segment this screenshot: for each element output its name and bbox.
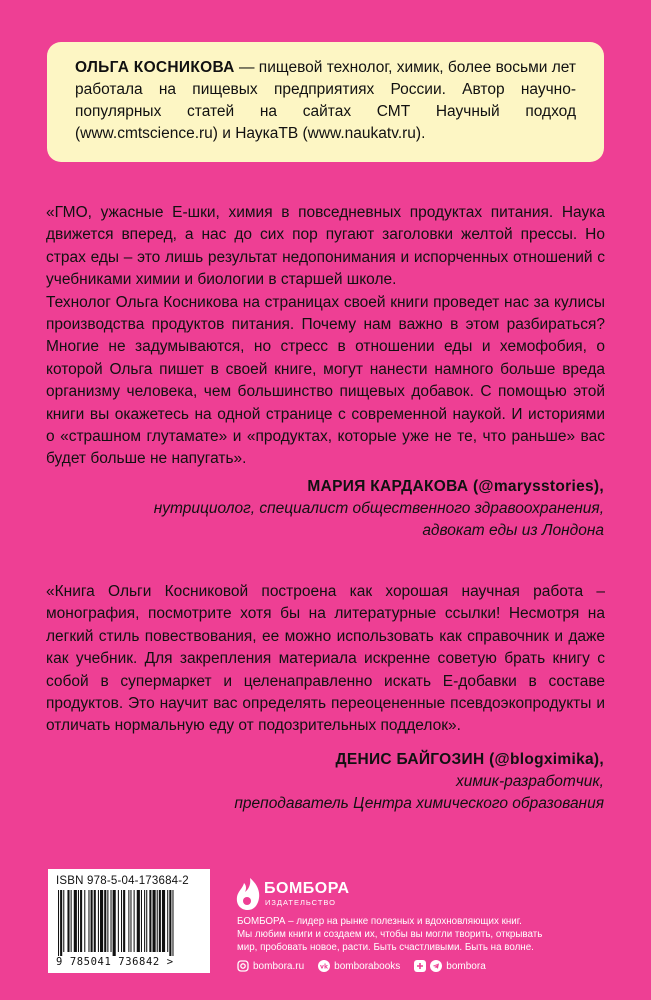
social-telegram-label: bombora <box>446 960 486 972</box>
review-attribution-1 <box>154 476 604 542</box>
review-quote-2 <box>46 581 605 738</box>
bombora-logo-icon <box>235 876 261 910</box>
barcode-digits: 9 785041 736842 > <box>56 956 174 968</box>
quote1-paragraph-2: Технолог Ольга Косникова на страницах своей книги проведет нас за кулисы производства продуктов питания. Почему нам важно в этом разбираться? Многие не задумываются, но стресс в отношении еды и хемофобия, о которой Ольга пишет в своей книге, могут нанести намного больше вреда организму человека, чем большинство пищевых добавок. С помощью этой книги вы окажетесь на одной странице с современной наукой. И историями о «страшном глутамате» и «продуктах, которые уже не те, что раньше» вас будет больше не напугать». <box>46 293 605 468</box>
barcode-image <box>56 890 202 956</box>
social-website-label: bombora.ru <box>253 960 305 972</box>
telegram-icon <box>430 960 442 972</box>
reviewer-role-2b: преподаватель Центра химического образования <box>234 795 604 812</box>
publisher-logo-subtitle: ИЗДАТЕЛЬСТВО <box>265 898 337 907</box>
barcode-box <box>48 869 210 973</box>
social-website[interactable] <box>237 960 304 972</box>
svg-text:vk: vk <box>320 963 329 971</box>
publisher-line-1: БОМБОРА – лидер на рынке полезных и вдохновляющих книг. <box>237 916 522 927</box>
reviewer-role-1b: адвокат еды из Лондона <box>422 522 604 539</box>
author-bio-box <box>47 42 604 162</box>
quote1-paragraph-1: «ГМО, ужасные Е-шки, химия в повседневных продуктах питания. Наука движется вперед, а нас до сих пор пугают заголовки желтой прессы. Но страх еды – это лишь результат недопонимания и испорченных отношений с учебниками химии и биологии в старшей школе. <box>46 204 605 289</box>
author-name: ОЛЬГА КОСНИКОВА <box>75 59 235 76</box>
author-bio: — пищевой технолог, химик, более восьми лет работала на пищевых предприятиях России. Автор научно-популярных статей на сайтах СМТ Научный подход (www.cmtscience.ru) и НаукаТВ (www.naukatv.ru). <box>75 59 576 142</box>
plus-icon <box>414 960 426 972</box>
vk-icon <box>318 960 330 972</box>
publisher-line-3: мир, пробовать новое, расти. Быть счастливыми. Быть на волне. <box>237 942 534 953</box>
social-links <box>237 960 486 972</box>
reviewer-role-2a: химик-разработчик, <box>456 773 604 790</box>
isbn-label: ISBN 978-5-04-173684-2 <box>56 875 189 887</box>
publisher-description <box>237 915 617 954</box>
social-telegram[interactable] <box>414 960 485 972</box>
review-attribution-2 <box>234 749 604 815</box>
review-quote-1 <box>46 202 605 471</box>
quote2-text: «Книга Ольги Косниковой построена как хорошая научная работа – монография, посмотрите хотя бы на литературные ссылки! Несмотря на легкий стиль повествования, ее можно использовать как справочник и даже как учебник. Для закрепления материала искренне советую брать книгу с собой в супермаркет и целенаправленно искать Е-добавки в составе продуктов. Это научит вас определять переоцененные псевдоэкопродукты и отличать нормальную еду от подозрительных подделок». <box>46 583 605 735</box>
reviewer-name-1: МАРИЯ КАРДАКОВА (@marysstories), <box>307 478 604 495</box>
reviewer-name-2: ДЕНИС БАЙГОЗИН (@blogximika), <box>335 751 604 768</box>
publisher-logo-text: БОМБОРА <box>264 880 350 897</box>
social-vk[interactable] <box>318 960 400 972</box>
social-vk-label: bomborabooks <box>334 960 401 972</box>
publisher-line-2: Мы любим книги и создаем их, чтобы вы могли творить, открывать <box>237 929 543 940</box>
instagram-icon <box>237 960 249 972</box>
reviewer-role-1a: нутрициолог, специалист общественного здравоохранения, <box>153 500 604 517</box>
